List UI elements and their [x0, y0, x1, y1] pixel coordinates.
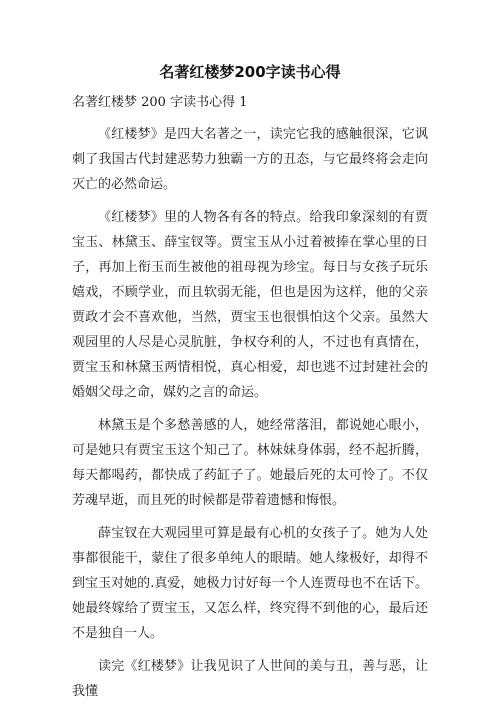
paragraph-1: 《红楼梦》是四大名著之一，读完它我的感触很深，它讽刺了我国古代封建恶势力独霸一方的丑态，与它最终将会走向灭亡的必然命运。 [72, 127, 428, 192]
paragraph-3: 林黛玉是个多愁善感的人，她经常落泪，都说她心眼小，可是她只有贾宝玉这个知己了。林妹妹身体弱，经不起折腾，每天都喝药，都快成了药缸子了。她最后死的太可怜了。不仅芳魂早逝，而且死的时候都是带着遗憾和悔恨。 [72, 418, 428, 508]
paragraph-5: 读完《红楼梦》让我见识了人世间的美与丑，善与恶，让我懂 [72, 659, 428, 699]
paragraph-4: 薛宝钗在大观园里可算是最有心机的女孩子了。她为人处事都很能干，蒙住了很多单纯人的眼睛。她人缘极好，却得不到宝玉对她的.真爱，她极力讨好每一个人连贾母也不在话下。她最终嫁给了贾宝玉，又怎么样，终究得不到他的心，最后还不是独自一人。 [72, 526, 428, 641]
paragraph-2: 《红楼梦》里的人物各有各的特点。给我印象深刻的有贾宝玉、林黛玉、薛宝钗等。贾宝玉从小过着被捧在掌心里的日子，再加上衔玉而生被他的祖母视为珍宝。每日与女孩子玩乐嬉戏，不顾学业，而且软弱无能，但也是因为这样，他的父亲贾政才会不喜欢他，当然，贾宝玉也很惧怕这个父亲。虽然大观园里的人尽是心灵肮脏，争权夺利的人，不过也有真情在，贾宝玉和林黛玉两情相悦，真心相爱，却也逃不过封建社会的婚姻父母之命，媒妁之言的命运。 [72, 210, 428, 400]
body-text [72, 122, 428, 712]
page-title: 名著红楼梦200字读书心得 [159, 63, 341, 81]
section-subtitle: 名著红楼梦 200 字读书心得 1 [72, 95, 248, 110]
